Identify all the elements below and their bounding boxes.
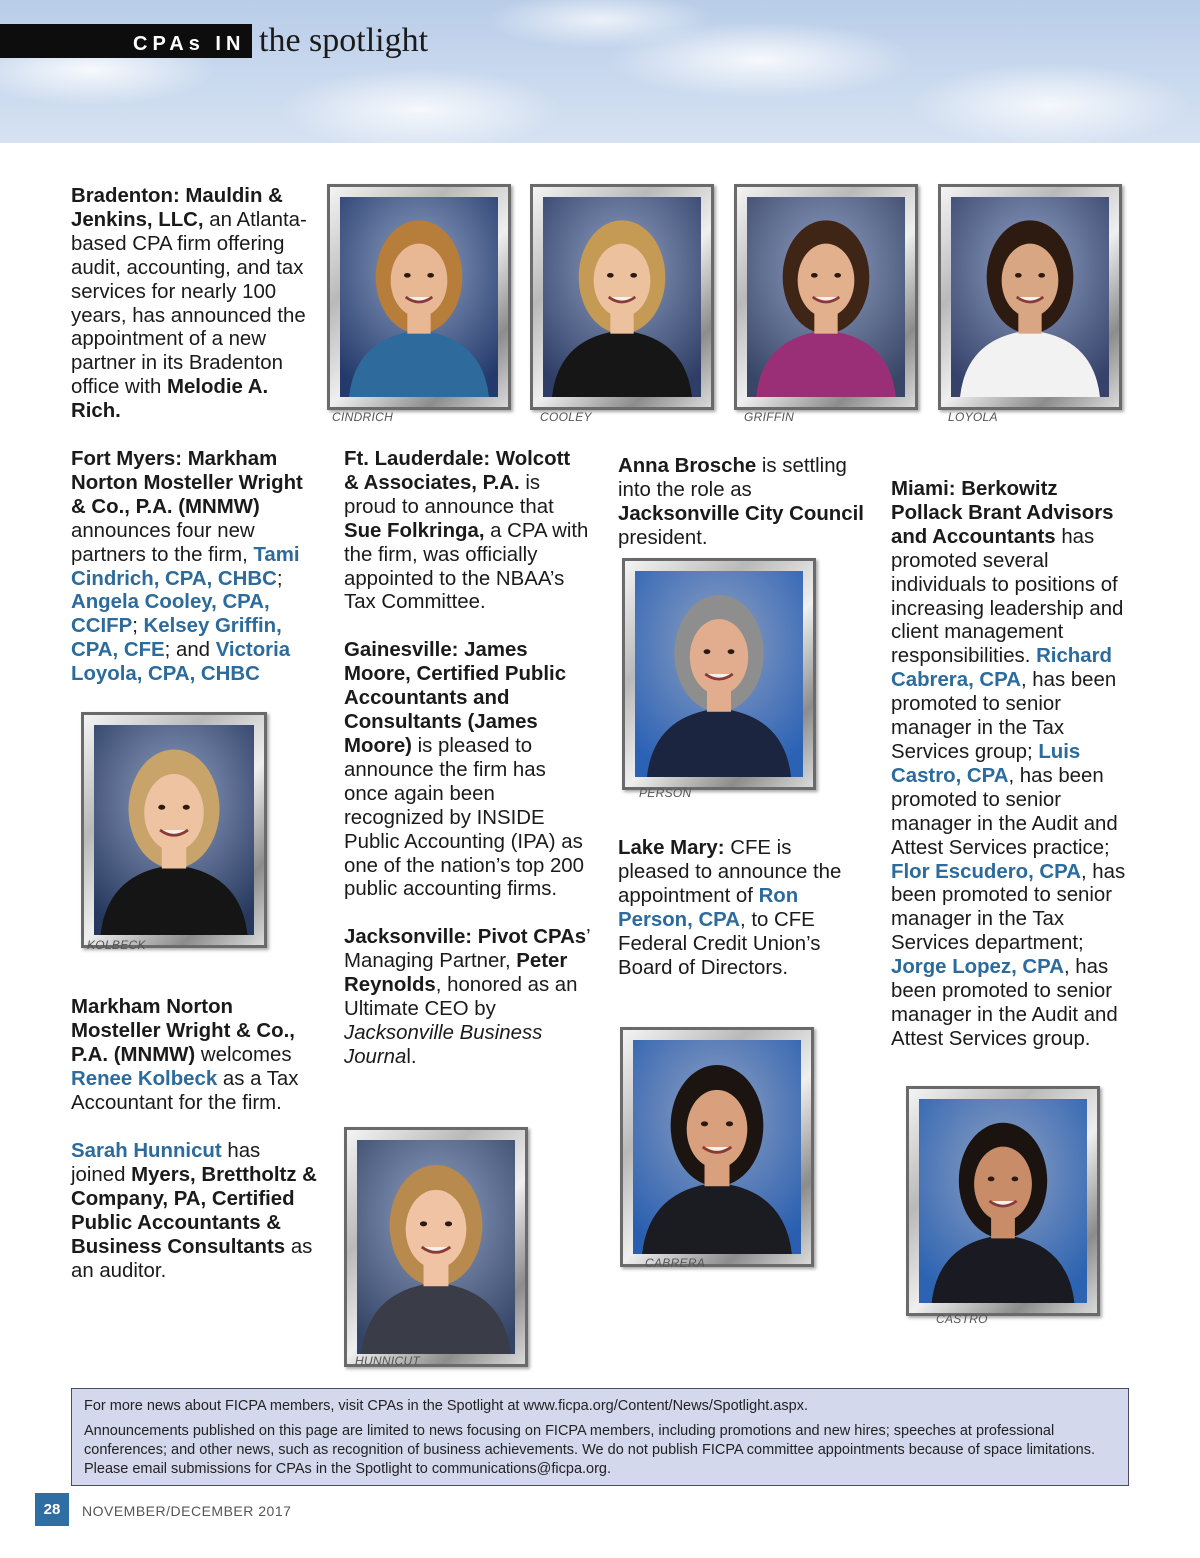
portrait-eye (607, 273, 614, 278)
portrait-svg (919, 1099, 1087, 1303)
photo-griffin (734, 184, 918, 410)
portrait-face (974, 1147, 1032, 1222)
photo-cooley (530, 184, 714, 410)
portrait-eye (704, 649, 711, 654)
brosche-item (618, 455, 864, 551)
caption-kolbeck: KOLBECK (87, 938, 146, 952)
section-title-suffix: the spotlight (259, 22, 429, 59)
header-banner (0, 0, 1200, 143)
portrait-eye (445, 1221, 452, 1226)
portrait-eye (630, 273, 637, 278)
caption-hunnicut: HUNNICUT (355, 1354, 421, 1368)
caption-loyola: LOYOLA (948, 410, 998, 424)
portrait-svg (633, 1040, 801, 1254)
hunnicut-role: as an auditor. (71, 1235, 313, 1282)
portrait-eye (1015, 273, 1022, 278)
photo-person (622, 558, 816, 790)
miami-item (891, 478, 1131, 1052)
brosche-council: Jacksonville City Council (618, 502, 864, 525)
name-loyola: Victoria Loyola, CPA, CHBC (71, 639, 291, 686)
separator: ; (132, 615, 144, 638)
portrait-image (357, 1140, 515, 1354)
photo-cabrera (620, 1027, 814, 1267)
column-3-top (618, 455, 864, 551)
photo-loyola (938, 184, 1122, 410)
portrait-svg (951, 197, 1109, 397)
lauderdale-firm: Ft. Lauderdale: Wolcott & Associates, P.A. (344, 448, 571, 494)
photo-castro (906, 1086, 1100, 1316)
brosche-name: Anna Brosche (618, 455, 757, 477)
page-number: 28 (35, 1493, 69, 1526)
hunnicut-text: has joined (71, 1140, 261, 1186)
portrait-face (690, 619, 748, 695)
portrait-svg (635, 571, 803, 777)
miami-firm: Miami: Berkowitz Pollack Brant Advisors and Accountants (891, 478, 1114, 548)
portrait-eye (1012, 1177, 1019, 1182)
portrait-svg (543, 197, 701, 397)
portrait-face (1002, 244, 1059, 317)
portrait-eye (183, 805, 190, 810)
portrait-eye (158, 805, 165, 810)
portrait-face (687, 1090, 748, 1168)
jacksonville-text: ’ Managing Partner, (344, 926, 590, 973)
bradenton-person: Melodie A. Rich. (71, 376, 269, 423)
portrait-image (951, 197, 1109, 397)
portrait-image (747, 197, 905, 397)
submission-note-box (71, 1388, 1129, 1486)
portrait-eye (988, 1177, 995, 1182)
lake-mary-text: CFE is pleased to announce the appointment of (618, 837, 842, 907)
name-kolbeck: Renee Kolbeck (71, 1067, 218, 1090)
portrait-image (94, 725, 254, 935)
portrait-image (919, 1099, 1087, 1303)
separator: ; (276, 567, 283, 590)
column-2 (344, 448, 590, 1070)
name-cabrera: Richard Cabrera, CPA (891, 645, 1112, 692)
caption-cooley: COOLEY (540, 410, 592, 424)
portrait-face (144, 774, 204, 851)
portrait-eye (728, 649, 735, 654)
name-griffin: Kelsey Griffin, CPA, CFE (71, 615, 282, 662)
portrait-eye (1038, 273, 1045, 278)
name-hunnicut: Sarah Hunnicut (71, 1140, 222, 1162)
publication-end: l. (406, 1045, 417, 1068)
kolbeck-text: welcomes (195, 1043, 292, 1066)
kolbeck-item (71, 996, 317, 1116)
issue-date: NOVEMBER/DECEMBER 2017 (82, 1503, 292, 1519)
lake-mary-detail: , to CFE Federal Credit Union’s Board of Directors. (618, 908, 821, 979)
portrait-svg (340, 197, 498, 397)
kolbeck-role: as a Tax Accountant for the firm. (71, 1067, 299, 1114)
caption-griffin: GRIFFIN (744, 410, 795, 424)
caption-cabrera: CABRERA (645, 1256, 706, 1270)
caption-cindrich: CINDRICH (332, 410, 394, 424)
jacksonville-item (344, 926, 590, 1069)
photo-kolbeck (81, 712, 267, 948)
portrait-image (635, 571, 803, 777)
miami-escudero-detail: , has been promoted to senior manager in the Tax Services department; (891, 860, 1126, 955)
gainesville-item (344, 639, 590, 902)
hunnicut-firm: Myers, Brettholtz & Company, PA, Certified Public Accountants & Business Consultants (71, 1163, 317, 1258)
bradenton-firm: Bradenton: Mauldin & Jenkins, LLC, (71, 185, 283, 231)
kolbeck-firm: Markham Norton Mosteller Wright & Co., P.A. (MNMW) (71, 996, 295, 1066)
portrait-image (633, 1040, 801, 1254)
miami-lopez-detail: , has been promoted to senior manager in the Audit and Attest Services group. (891, 956, 1118, 1050)
publication-name: Jacksonville Business Journa (344, 1021, 543, 1068)
portrait-eye (427, 273, 434, 278)
portrait-eye (420, 1221, 427, 1226)
brosche-role: president. (618, 526, 708, 549)
caption-castro: CASTRO (936, 1312, 988, 1326)
lauderdale-person: Sue Folkringa, (344, 519, 485, 542)
portrait-eye (701, 1121, 708, 1126)
portrait-face (406, 1190, 467, 1268)
portrait-svg (94, 725, 254, 935)
brosche-text: is settling into the role as (618, 455, 847, 501)
portrait-eye (811, 273, 818, 278)
name-cooley: Angela Cooley, CPA, CCIFP (71, 591, 270, 638)
miami-cabrera-detail: , has been promoted to senior manager in the Tax Services group; (891, 669, 1117, 763)
column-4 (891, 478, 1131, 1052)
portrait-image (340, 197, 498, 397)
portrait-eye (404, 273, 411, 278)
bradenton-text: an Atlanta-based CPA firm offering audit, accounting, and tax services for nearly 100 years, has announced the appointment of a new partner in its Bradenton office with (71, 208, 307, 399)
column-1-hunnicut (71, 1140, 317, 1283)
column-3-lake-mary (618, 837, 864, 980)
lake-mary-item (618, 837, 864, 980)
lake-mary-heading: Lake Mary: (618, 837, 725, 859)
note-visit-link: For more news about FICPA members, visit CPAs in the Spotlight at www.ficpa.org/Content/News/Spotlight.aspx. (84, 1398, 808, 1414)
fort-myers-item (71, 448, 317, 687)
jacksonville-firm: Jacksonville: Pivot CPAs (344, 926, 587, 949)
fort-myers-firm: Fort Myers: Markham Norton Mosteller Wright & Co., P.A. (MNMW) (71, 448, 303, 518)
jacksonville-person: Peter Reynolds (344, 950, 568, 997)
section-title-prefix: CPAs IN (133, 33, 246, 55)
portrait-svg (357, 1140, 515, 1354)
portrait-face (391, 244, 448, 317)
jacksonville-detail: , honored as an Ultimate CEO by (344, 974, 578, 1021)
column-1-fort-myers (71, 448, 317, 687)
fort-myers-text: announces four new partners to the firm, (71, 519, 255, 566)
miami-text: has promoted several individuals to positions of increasing leadership and client management responsibilities. (891, 525, 1124, 668)
photo-hunnicut (344, 1127, 528, 1367)
hunnicut-item (71, 1140, 317, 1283)
caption-person: PERSON (639, 786, 692, 800)
name-escudero: Flor Escudero, CPA (891, 860, 1081, 883)
portrait-image (543, 197, 701, 397)
name-castro: Luis Castro, CPA (891, 740, 1081, 787)
column-1-top (71, 185, 317, 424)
gainesville-text: is pleased to announce the firm has once again been recognized by INSIDE Public Accounting (IPA) as one of the nation’s top 200 public accounting firms. (344, 734, 584, 901)
bradenton-item (71, 185, 317, 424)
name-lopez: Jorge Lopez, CPA (891, 956, 1064, 979)
portrait-face (798, 244, 855, 317)
name-cindrich: Tami Cindrich, CPA, CHBC (71, 543, 300, 590)
gainesville-firm: Gainesville: James Moore, Certified Public Accountants and Consultants (James Moore) (344, 639, 567, 757)
name-person: Ron Person, CPA (618, 884, 799, 931)
lauderdale-item (344, 448, 590, 615)
portrait-eye (726, 1121, 733, 1126)
portrait-eye (834, 273, 841, 278)
separator: ; and (164, 639, 216, 662)
portrait-face (594, 244, 651, 317)
portrait-svg (747, 197, 905, 397)
note-policy: Announcements published on this page are limited to news focusing on FICPA members, including promotions and new hires; speeches at professional conferences; and other news, such as recognition of business achievements. We do not publish FICPA committee appointments because of space limitations. Please email submissions for CPAs in the Spotlight to communications@ficpa.org. (84, 1423, 1095, 1477)
column-1-kolbeck (71, 996, 317, 1116)
lauderdale-text: is proud to announce that (344, 471, 554, 518)
lauderdale-detail: a CPA with the firm, was officially appointed to the NBAA’s Tax Committee. (344, 519, 589, 614)
photo-cindrich (327, 184, 511, 410)
miami-castro-detail: , has been promoted to senior manager in the Audit and Attest Services practice; (891, 764, 1118, 859)
